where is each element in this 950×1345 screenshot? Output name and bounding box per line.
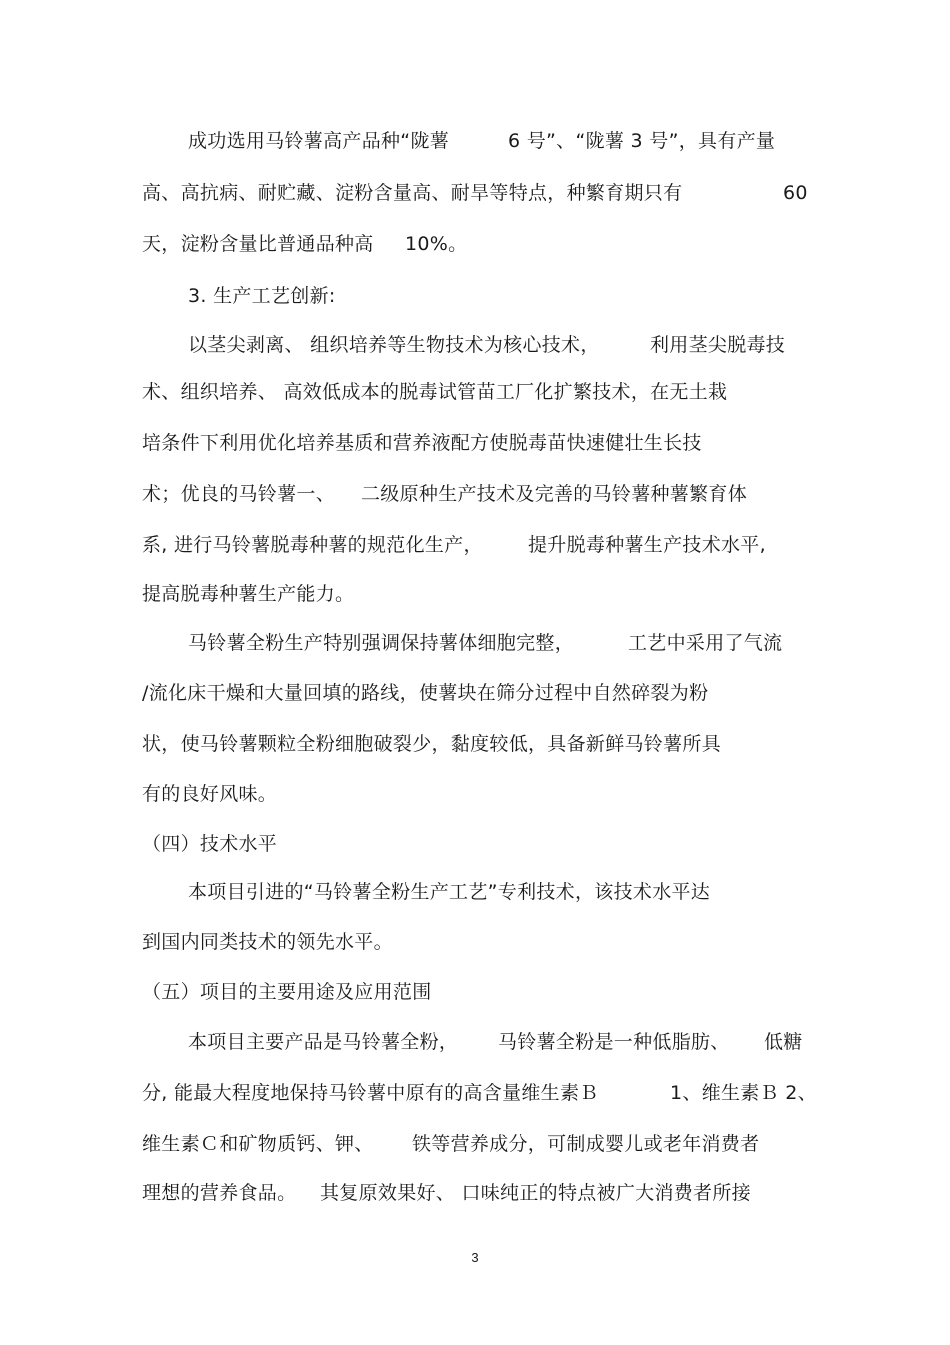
text-line: 60 <box>783 182 808 204</box>
text-line: 维生素Ｃ和矿物质钙、钾、 <box>142 1133 374 1155</box>
section-heading: （四）技术水平 <box>142 833 278 855</box>
text-line: 本项目主要产品是马铃薯全粉， <box>188 1031 459 1053</box>
text-line: 本项目引进的“马铃薯全粉生产工艺”专利技术，该技术水平达 <box>188 881 711 903</box>
text-line: 分, 能最大程度地保持马铃薯中原有的高含量维生素Ｂ <box>142 1082 599 1104</box>
text-line: 二级原种生产技术及完善的马铃薯种薯繁育体 <box>361 483 748 505</box>
text-line: 1、维生素Ｂ 2、 <box>670 1082 817 1104</box>
text-line: 低糖 <box>764 1031 803 1053</box>
text-line: 10%。 <box>405 233 468 255</box>
text-line: 术、组织培养、 高效低成本的脱毒试管苗工厂化扩繁技术，在无土栽 <box>142 381 728 403</box>
text-line: 6 号”、“陇薯 3 号”，具有产量 <box>508 130 776 152</box>
text-line: /流化床干燥和大量回填的路线，使薯块在筛分过程中自然碎裂为粉 <box>142 682 709 704</box>
text-line: 天，淀粉含量比普通品种高 <box>142 233 374 255</box>
text-line: 以茎尖剥离、 组织培养等生物技术为核心技术， <box>188 334 600 356</box>
text-line: 培条件下利用优化培养基质和营养液配方使脱毒苗快速健壮生长技 <box>142 432 702 454</box>
section-heading: （五）项目的主要用途及应用范围 <box>142 981 432 1003</box>
text-line: 状，使马铃薯颗粒全粉细胞破裂少，黏度较低，具备新鲜马铃薯所具 <box>142 733 722 755</box>
text-line: 术；优良的马铃薯一、 <box>142 483 336 505</box>
text-line: 提高脱毒种薯生产能力。 <box>142 583 355 605</box>
text-line: 到国内同类技术的领先水平。 <box>142 931 393 953</box>
text-line: 系, 进行马铃薯脱毒种薯的规范化生产， <box>142 534 483 556</box>
text-line: 提升脱毒种薯生产技术水平, <box>528 534 766 556</box>
text-line: 马铃薯全粉是一种低脂肪、 <box>498 1031 730 1053</box>
text-line: 工艺中采用了气流 <box>628 632 783 654</box>
page-number: 3 <box>471 1250 479 1265</box>
text-line: 马铃薯全粉生产特别强调保持薯体细胞完整， <box>188 632 575 654</box>
text-line: 利用茎尖脱毒技 <box>650 334 786 356</box>
text-line: 理想的营养食品。 <box>142 1182 297 1204</box>
text-line: 铁等营养成分，可制成婴儿或老年消费者 <box>412 1133 760 1155</box>
text-line: 其复原效果好、 口味纯正的特点被广大消费者所接 <box>320 1182 751 1204</box>
text-line: 有的良好风味。 <box>142 783 278 805</box>
section-heading: 3. 生产工艺创新: <box>188 285 336 307</box>
text-line: 高、高抗病、耐贮藏、淀粉含量高、耐旱等特点，种繁育期只有 <box>142 182 683 204</box>
text-line: 成功选用马铃薯高产品种“陇薯 <box>188 130 450 152</box>
